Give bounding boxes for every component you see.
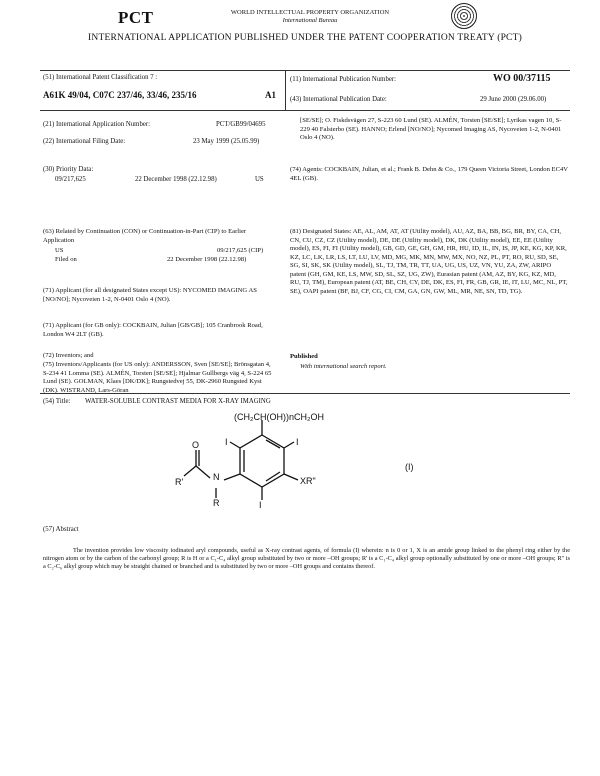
pub-number: WO 00/37115 [493,73,551,84]
org-line-1: WORLD INTELLECTUAL PROPERTY ORGANIZATION [230,9,390,16]
document-title: INTERNATIONAL APPLICATION PUBLISHED UNDER THE PATENT COOPERATION TREATY (PCT) [88,33,522,43]
inventors-label: (72) Inventors; and [43,352,94,359]
related-filed-label: Filed on [55,256,77,263]
wipo-seal-icon [451,3,477,29]
org-line-2: International Bureau [282,17,338,24]
abstract-text: The invention provides low viscosity iodinated aryl compounds, useful as X-ray contrast agents, of formula (I) wherein: n is 0 or 1, X is an amide group linked to the phenyl ring either by the nitrogen atom or by the carbon of the carbonyl group; R is H or a C₁-C₄ alkyl group substituted by two or more –OH groups; R' is a C₁-C₄ alkyl group optionally substituted by one or more –OH groups; R" is a C₂-C₆ alkyl group which may be straight chained or branched and is substituted by two or more –OH groups and contains thereof. [43,547,570,571]
priority-number: 09/217,625 [55,176,86,183]
designated-states: (81) Designated States: AE, AL, AM, AT, AT (Utility model), AU, AZ, BA, BB, BG, BR, BY, CA, CH, CN, CU, CZ, CZ (Utility model), DE, DE (Utility model), DK, DK (Utility model), EE, EE (Utility model), ES, FI, FI (Utility model), GB, GD, GE, GH, GM, HR, HU, ID, IL, IN, IS, JP, KE, KG, KP, KR, KZ, LC, LK, LR, LS, LT, LU, LV, MD, MG, MK, MN, MW, MX, NO, NZ, PL, PT, RO, RU, SD, SE, SG, SI, SK, SK (Utility model), SL, TJ, TM, TR, TT, UA, UG, US, UZ, VN, YU, ZA, ZW, ARIPO patent (GH, GM, KE, LS, MW, SD, SL, SZ, UG, ZW), Eurasian patent (AM, AZ, BY, KG, KZ, MD, RU, TJ, TM), European patent (AT, BE, CH, CY, DE, DK, ES, FI, FR, GB, GR, IE, IT, LU, MC, NL, PT, SE), OAPI patent (BF, BJ, CF, CG, CI, CM, GA, GN, GW, ML, MR, NE, SN, TD, TG). [290,228,568,295]
app-number: PCT/GB99/04695 [216,121,266,128]
inventors: (75) Inventors/Applicants (for US only): ANDERSSON, Sven [SE/SE]; Brönsgatan 4, S-234 41 Lomma (SE). ALMÉN, Torsten [SE/SE]; Hjalmar Gullbergs väg 4, S-224 65 Lund (SE). GOLMAN, Klaes [DK/DK]; Rungstedvej 55, DK-2960 Rungsted Kyst (DK). WISTRAND, Lars-Göran [43,361,272,394]
related-number: 09/217,625 (CIP) [217,247,264,254]
pub-date: 29 June 2000 (29.06.00) [480,96,547,103]
divider [40,70,570,71]
title-value: WATER-SOLUBLE CONTRAST MEDIA FOR X-RAY IMAGING [85,398,271,405]
iodine-atom-2: I [296,437,299,447]
applicant-2: (71) Applicant (for GB only): COCKBAIN, Julian [GB/GB]; 105 Cranbrook Road, London W4 2LT (GB). [43,322,263,338]
abstract-label: (57) Abstract [43,526,79,533]
applicant-1: (71) Applicant (for all designated States except US): NYCOMED IMAGING AS [NO/NO]; Nycoveien 1-2, N-0401 Oslo 4 (NO). [43,287,257,303]
nitrogen-atom: N [213,472,220,482]
formula-label: (I) [405,462,414,472]
r-group: R [213,498,220,508]
pub-number-label: (11) International Publication Number: [290,76,397,83]
r-prime-group: R' [175,477,184,487]
divider [285,70,286,110]
published-label: Published [290,353,318,360]
divider [40,393,570,394]
ipc-label: (51) International Patent Classification 7 : [43,74,158,81]
iodine-atom-1: I [225,437,228,447]
inventors-continued: [SE/SE]; O. Fiskdsvägen 27, S-223 60 Lund (SE). ALMÉN, Torsten [SE/SE]; Lyrikas vagen 10, S-229 40 Falsterbo (SE). HANNO; Erlend [NO/NO]; Nycomed Imaging AS, Nycoveien 1-2, N-0401 Oslo 4 (NO). [300,117,562,141]
xr-group: XR" [300,476,316,486]
kind-code: A1 [265,90,276,100]
benzene-ring [240,435,284,487]
side-chain-formula: (CH₂CH(OH))nCH₂OH [234,412,324,422]
published-note: With international search report. [300,363,387,370]
priority-country: US [255,176,264,183]
related-country: US [55,247,64,254]
priority-date: 22 December 1998 (22.12.98) [135,176,217,183]
priority-label: (30) Priority Data: [43,166,94,173]
filing-date: 23 May 1999 (25.05.99) [193,138,260,145]
wipo-org-name [230,9,390,25]
ipc-value: A61K 49/04, C07C 237/46, 33/46, 235/16 [43,90,197,100]
related-filed-date: 22 December 1998 (22.12.98) [167,256,247,263]
agents: (74) Agents: COCKBAIN, Julian, et al.; Frank B. Dehn & Co., 179 Queen Victoria Street, London EC4V 4EL (GB). [290,166,568,182]
filing-date-label: (22) International Filing Date: [43,138,126,145]
app-number-label: (21) International Application Number: [43,121,151,128]
related-label: (63) Related by Continuation (CON) or Continuation-in-Part (CIP) to Earlier Application [43,228,247,244]
title-label: (54) Title: [43,398,71,405]
pct-heading: PCT [118,8,154,27]
pub-date-label: (43) International Publication Date: [290,96,387,103]
divider [40,110,570,111]
oxygen-atom: O [192,440,200,450]
iodine-atom-3: I [259,500,262,510]
